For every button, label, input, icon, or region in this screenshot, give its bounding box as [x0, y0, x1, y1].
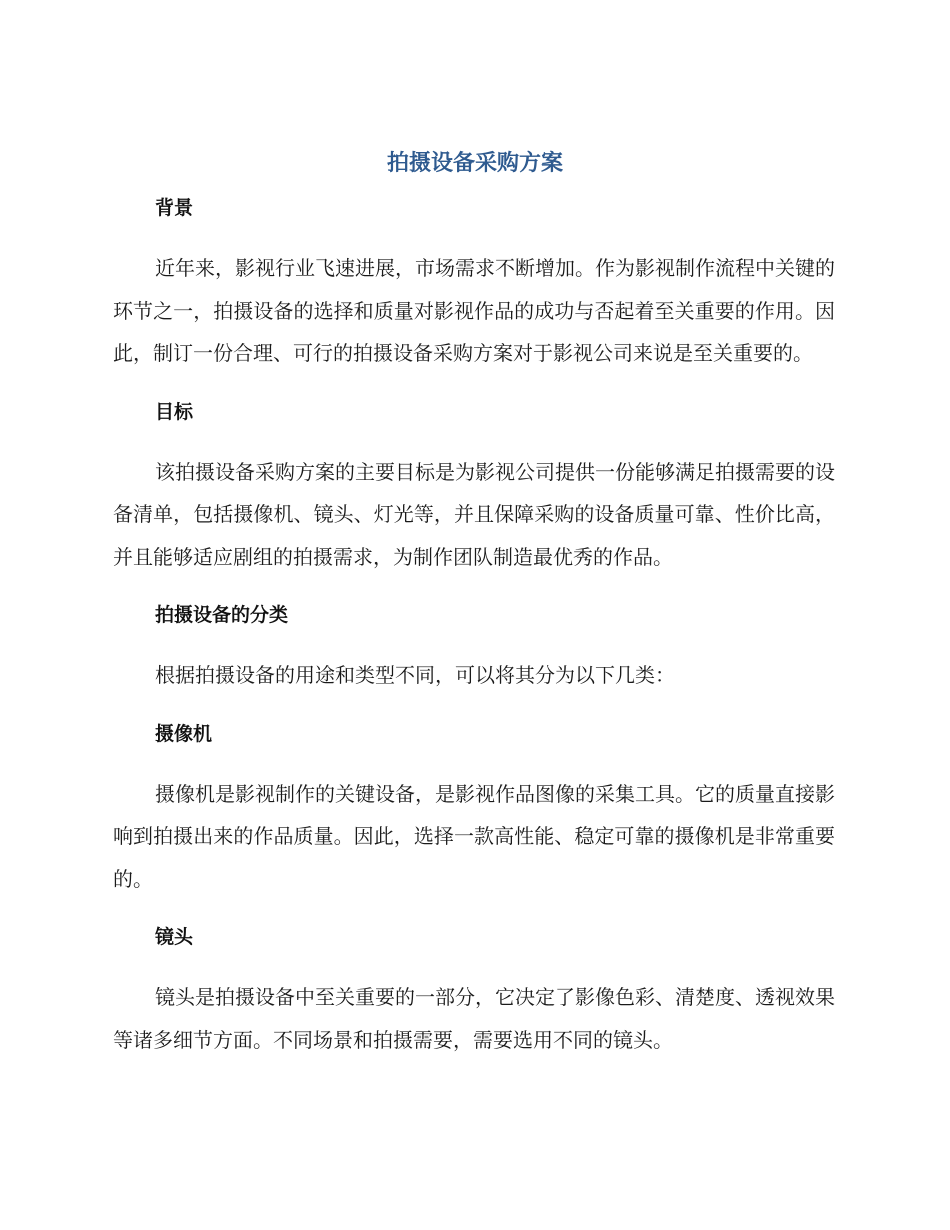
section-heading-background: 背景	[155, 197, 194, 219]
document-body	[113, 190, 835, 1061]
section-heading-camera: 摄像机	[155, 722, 213, 745]
section-heading-categories: 拍摄设备的分类	[155, 604, 289, 626]
section-paragraph-background: 近年来，影视行业飞速进展，市场需求不断增加。作为影视制作流程中关键的环节之一，拍摄设备的选择和质量对影视作品的成功与否起着至关重要的作用。因此，制订一份合理、可行的拍摄设备采购方案对于影视公司来说是至关重要的。	[113, 256, 835, 365]
section-paragraph-categories: 根据拍摄设备的用途和类型不同，可以将其分为以下几类：	[155, 663, 675, 687]
section-paragraph-lens: 镜头是拍摄设备中至关重要的一部分，它决定了影像色彩、清楚度、透视效果等诸多细节方面。不同场景和拍摄需要，需要选用不同的镜头。	[113, 985, 835, 1052]
section-heading-lens: 镜头	[155, 926, 194, 948]
section-heading-goal: 目标	[155, 400, 194, 423]
document-title: 拍摄设备采购方案	[386, 151, 563, 176]
section-paragraph-camera: 摄像机是影视制作的关键设备，是影视作品图像的采集工具。它的质量直接影响到拍摄出来的作品质量。因此，选择一款高性能、稳定可靠的摄像机是非常重要的。	[113, 781, 835, 891]
section-paragraph-goal: 该拍摄设备采购方案的主要目标是为影视公司提供一份能够满足拍摄需要的设备清单，包括摄像机、镜头、灯光等，并且保障采购的设备质量可靠、性价比高，并且能够适应剧组的拍摄需求，为制作团队制造最优秀的作品。	[113, 459, 835, 569]
